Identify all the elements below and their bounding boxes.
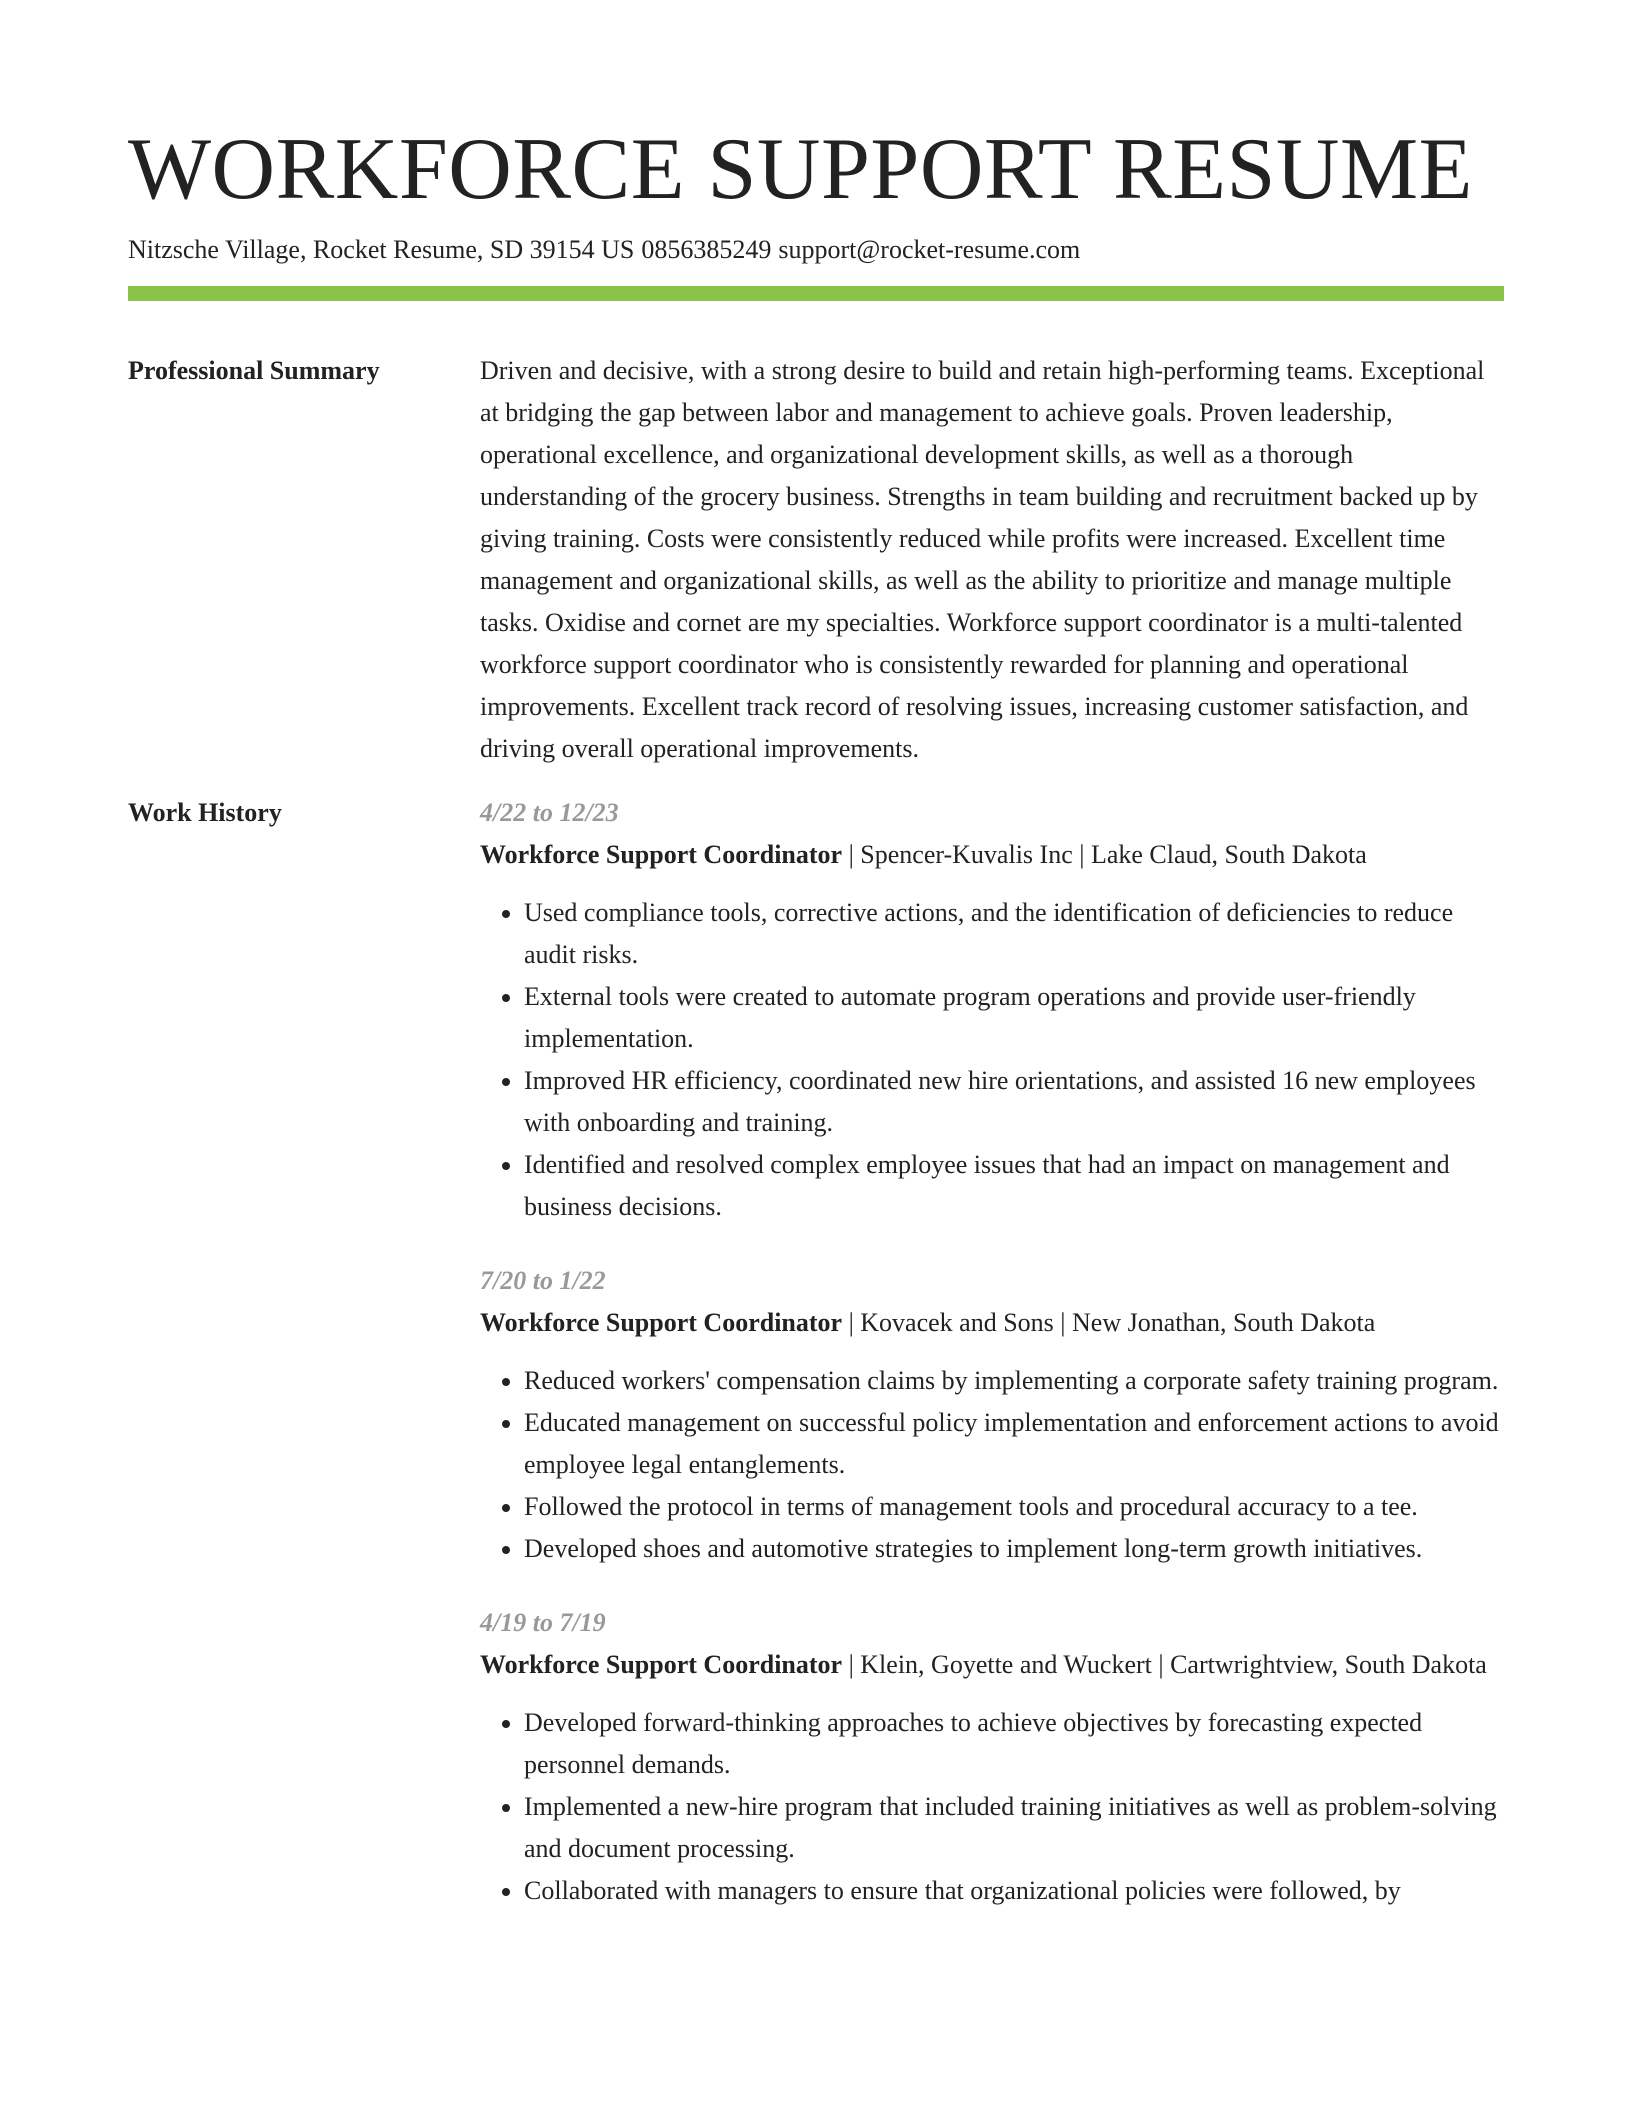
job-bullet: • Improved HR efficiency, coordinated new hire orientations, and assisted 16 new employees with onboarding and training. [524, 1060, 1504, 1144]
job-dates: 4/22 to 12/23 [480, 798, 619, 827]
resume-title: WORKFORCE SUPPORT RESUME [128, 121, 1473, 218]
contact-line [128, 232, 1087, 268]
resume-content [128, 350, 1504, 1966]
job-bullets [480, 1360, 1504, 1570]
job-details: | Spencer-Kuvalis Inc | Lake Claud, South Dakota [842, 840, 1367, 869]
contact-address: Nitzsche Village, Rocket Resume, SD 39154 US [128, 235, 635, 264]
job-entry [480, 1260, 1504, 1570]
job-bullet: • Educated management on successful policy implementation and enforcement actions to avoid employee legal entanglements. [524, 1402, 1504, 1486]
job-title: Workforce Support Coordinator [480, 1308, 843, 1337]
job-entry [480, 1602, 1504, 1912]
job-bullet: • Reduced workers' compensation claims by implementing a corporate safety training program. [524, 1360, 1504, 1402]
job-heading [480, 1644, 1504, 1686]
job-bullet: • Implemented a new-hire program that included training initiatives as well as problem-solving and document processing. [524, 1786, 1504, 1870]
job-dates: 7/20 to 1/22 [480, 1266, 606, 1295]
job-bullet: • Collaborated with managers to ensure that organizational policies were followed, by [524, 1870, 1504, 1912]
summary-label: Professional Summary [128, 356, 380, 385]
job-details: | Klein, Goyette and Wuckert | Cartwrightview, South Dakota [842, 1650, 1487, 1679]
job-bullet: • Followed the protocol in terms of management tools and procedural accuracy to a tee. [524, 1486, 1504, 1528]
job-heading [480, 1302, 1504, 1344]
job-details: | Kovacek and Sons | New Jonathan, South Dakota [842, 1308, 1376, 1337]
contact-email: support@rocket-resume.com [778, 235, 1081, 264]
job-entry [480, 792, 1504, 1228]
job-title: Workforce Support Coordinator [480, 840, 843, 869]
work-history-section [128, 792, 1504, 1944]
job-bullet: • Identified and resolved complex employee issues that had an impact on management and business decisions. [524, 1144, 1504, 1228]
work-history-body [480, 792, 1504, 1944]
contact-phone: 0856385249 [641, 235, 772, 264]
job-bullet: • External tools were created to automate program operations and provide user-friendly implementation. [524, 976, 1504, 1060]
summary-body [480, 350, 1504, 770]
job-heading [480, 834, 1504, 876]
work-history-label: Work History [128, 798, 282, 827]
job-bullet: • Developed shoes and automotive strategies to implement long-term growth initiatives. [524, 1528, 1504, 1570]
job-title: Workforce Support Coordinator [480, 1650, 843, 1679]
job-dates: 4/19 to 7/19 [480, 1608, 606, 1637]
header-divider [128, 286, 1504, 301]
job-bullet: • Developed forward-thinking approaches to achieve objectives by forecasting expected personnel demands. [524, 1702, 1504, 1786]
summary-section [128, 350, 1504, 770]
summary-text: Driven and decisive, with a strong desire to build and retain high-performing teams. Exceptional at bridging the gap between labor and management to achieve goals. Proven leadership, operational excellence, and organizational development skills, as well as a thorough understanding of the grocery business. Strengths in team building and recruitment backed up by giving training. Costs were consistently reduced while profits were increased. Excellent time management and organizational skills, as well as the ability to prioritize and manage multiple tasks. Oxidise and cornet are my specialties. Workforce support coordinator is a multi-talented workforce support coordinator who is consistently rewarded for planning and operational improvements. Excellent track record of resolving issues, increasing customer satisfaction, and driving overall operational improvements. [480, 356, 1485, 763]
job-bullets [480, 892, 1504, 1228]
job-bullets [480, 1702, 1504, 1912]
job-bullet: • Used compliance tools, corrective actions, and the identification of deficiencies to reduce audit risks. [524, 892, 1504, 976]
